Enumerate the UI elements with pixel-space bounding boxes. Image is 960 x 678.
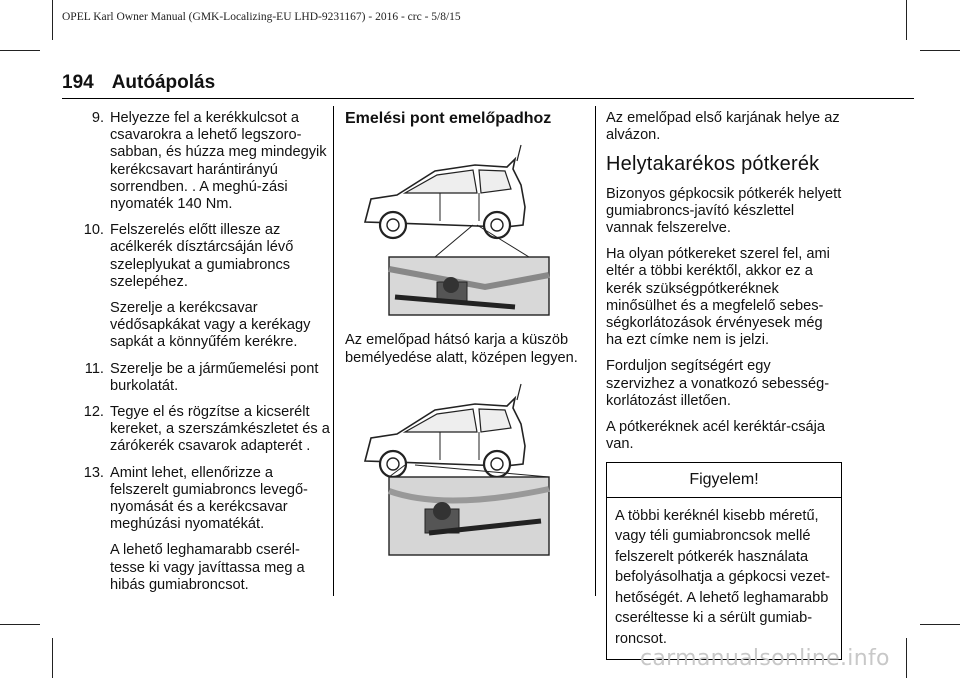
figure-caption: Az emelőpad hátsó karja a küszöb bemélyedése alatt, középen legyen.: [345, 332, 578, 366]
paragraph: Bizonyos gépkocsik pótkerék helyett gumiabroncs-javító készlettel vannak felszerelve.: [606, 185, 842, 237]
step-number: 10.: [83, 222, 104, 239]
page-header: [62, 72, 215, 94]
step-paragraph: Helyezze fel a kerékkulcsot a csavarokra a lehető legszoro-sabban, és húzza meg mindegyik kerékcsavart harántirányú sorrendben. . A meghú-zási nyomaték 140 Nm.: [110, 110, 327, 213]
step-paragraph: Szerelje a kerékcsavar védősapkákat vagy a kerékagy sapkát a könnyűfém kerékre.: [110, 300, 311, 351]
step-number: 11.: [84, 360, 104, 377]
crop-mark: [920, 50, 960, 51]
paragraph: A pótkeréknek acél keréktár-csája van.: [606, 419, 826, 453]
figure-front-lift-point: [345, 381, 585, 561]
step-text: [110, 404, 332, 456]
paragraph: Ha olyan pótkereket szerel fel, ami eltér a többi keréktől, akkor ez a kerék szükségpótkeréknek minősülhet és a megfelelő sebes-ségkorlátozások érvényesek még ha ezt címke nem is jelzi.: [606, 246, 830, 349]
step-paragraph: Tegye el és rögzítse a kicserélt kereket, a szerszámkészletet és a zárókerék csavarok adapterét .: [110, 404, 330, 455]
watermark: carmanualsonline.info: [640, 646, 890, 671]
step-text: [110, 361, 332, 395]
column-steps: [70, 110, 332, 603]
step-item: [70, 222, 332, 351]
crop-mark: [920, 624, 960, 625]
document-meta: OPEL Karl Owner Manual (GMK-Localizing-EU LHD-9231167) - 2016 - crc - 5/8/15: [62, 11, 461, 23]
paragraph: Forduljon segítségért egy szervizhez a vonatkozó sebesség-korlátozást illetően.: [606, 358, 830, 409]
column-divider: [595, 106, 596, 596]
step-paragraph: A lehető leghamarabb cserél-tesse ki vagy javíttassa meg a hibás gumiabroncsot.: [110, 542, 305, 593]
step-text: [110, 110, 332, 213]
step-number: 9.: [91, 110, 104, 126]
step-item: [70, 361, 332, 395]
step-item: [70, 465, 332, 594]
page-number: 194: [62, 72, 94, 93]
column-spare-wheel: [606, 110, 842, 660]
warning-title: Figyelem!: [607, 463, 841, 497]
spare-wheel-heading: Helytakarékos pótkerék: [606, 153, 820, 176]
step-text: [110, 465, 332, 594]
step-item: [70, 404, 332, 456]
section-title: Autóápolás: [111, 72, 216, 93]
front-lift-caption: Az emelőpad első karjának helye az alvázon.: [606, 110, 840, 144]
crop-mark: [0, 624, 40, 625]
crop-mark: [0, 50, 40, 51]
step-paragraph: Szerelje be a járműemelési pont burkolatát.: [110, 360, 319, 394]
step-number: 13.: [83, 464, 104, 481]
step-text: [110, 222, 332, 351]
step-paragraph: Amint lehet, ellenőrizze a felszerelt gumiabroncs levegő-nyomását és a kerékcsavar meghúzási nyomatékát.: [110, 464, 308, 533]
column-divider: [333, 106, 334, 596]
warning-box: [606, 462, 842, 660]
car-lift-illustration: [345, 137, 585, 317]
crop-mark: [52, 0, 53, 40]
step-number: 12.: [83, 404, 104, 421]
car-lift-illustration: [345, 381, 585, 556]
step-paragraph: Felszerelés előtt illesze az acélkerék dísztárcsáján lévő szeleplyukat a gumiabroncs szelepéhez.: [110, 222, 294, 290]
lift-point-heading: Emelési pont emelőpadhoz: [345, 110, 552, 127]
warning-text: A többi keréknél kisebb méretű, vagy téli gumiabroncsok mellé felszerelt pótkerék használata befolyásolhatja a gépkocsi vezet-hetőségét. A lehető leghamarabb cseréltesse ki a sérült gumiab-roncsot.: [615, 507, 830, 647]
step-item: [70, 110, 332, 213]
crop-mark: [906, 0, 907, 40]
column-lift-points: [345, 110, 585, 561]
crop-mark: [52, 638, 53, 678]
crop-mark: [906, 638, 907, 678]
figure-rear-lift-point: [345, 137, 585, 322]
header-rule: [62, 98, 914, 99]
